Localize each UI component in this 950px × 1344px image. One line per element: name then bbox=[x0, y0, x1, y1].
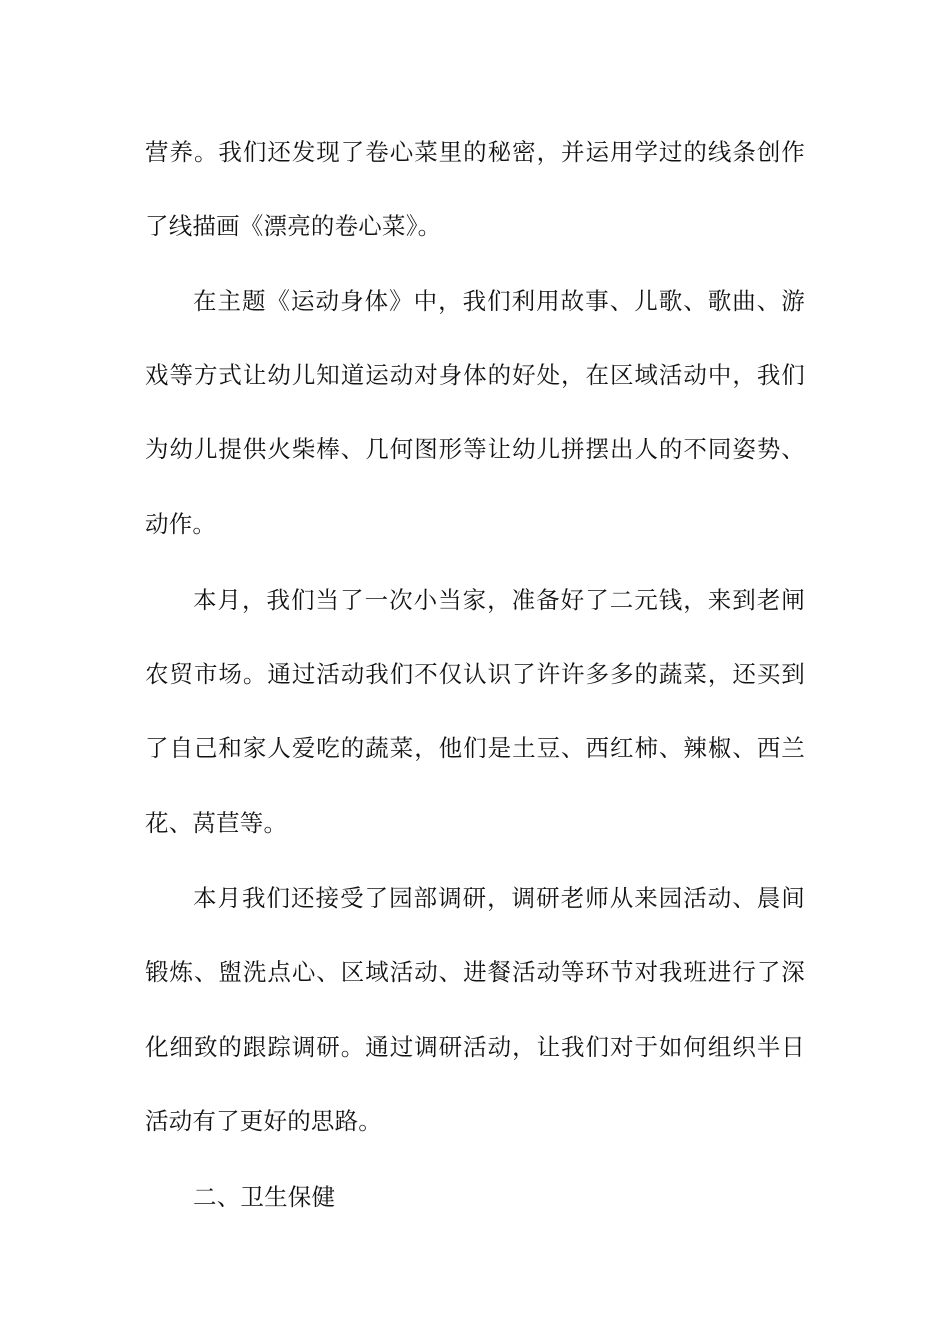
section-heading: 二、卫生保健 bbox=[193, 1183, 336, 1211]
paragraph-3-line-4: 花、莴苣等。 bbox=[145, 809, 288, 837]
paragraph-1-line-1: 营养。我们还发现了卷心菜里的秘密，并运用学过的线条创作 bbox=[145, 138, 805, 166]
paragraph-2-line-3: 为幼儿提供火柴棒、几何图形等让幼儿拼摆出人的不同姿势、 bbox=[145, 435, 805, 463]
paragraph-2-line-2: 戏等方式让幼儿知道运动对身体的好处，在区域活动中，我们 bbox=[145, 361, 805, 389]
paragraph-4-line-4: 活动有了更好的思路。 bbox=[145, 1107, 382, 1135]
paragraph-3-line-2: 农贸市场。通过活动我们不仅认识了许许多多的蔬菜，还买到 bbox=[145, 660, 805, 688]
paragraph-4-line-1: 本月我们还接受了园部调研，调研老师从来园活动、晨间 bbox=[193, 884, 805, 912]
paragraph-3-line-3: 了自己和家人爱吃的蔬菜，他们是土豆、西红柿、辣椒、西兰 bbox=[145, 734, 805, 762]
paragraph-2-line-1: 在主题《运动身体》中，我们利用故事、儿歌、歌曲、游 bbox=[193, 287, 805, 315]
paragraph-1-line-2: 了线描画《漂亮的卷心菜》。 bbox=[145, 212, 442, 240]
paragraph-4-line-2: 锻炼、盥洗点心、区域活动、进餐活动等环节对我班进行了深 bbox=[145, 958, 805, 986]
paragraph-4-line-3: 化细致的跟踪调研。通过调研活动，让我们对于如何组织半日 bbox=[145, 1033, 805, 1061]
paragraph-3-line-1: 本月，我们当了一次小当家，准备好了二元钱，来到老闸 bbox=[193, 586, 805, 614]
paragraph-2-line-4: 动作。 bbox=[145, 510, 217, 538]
